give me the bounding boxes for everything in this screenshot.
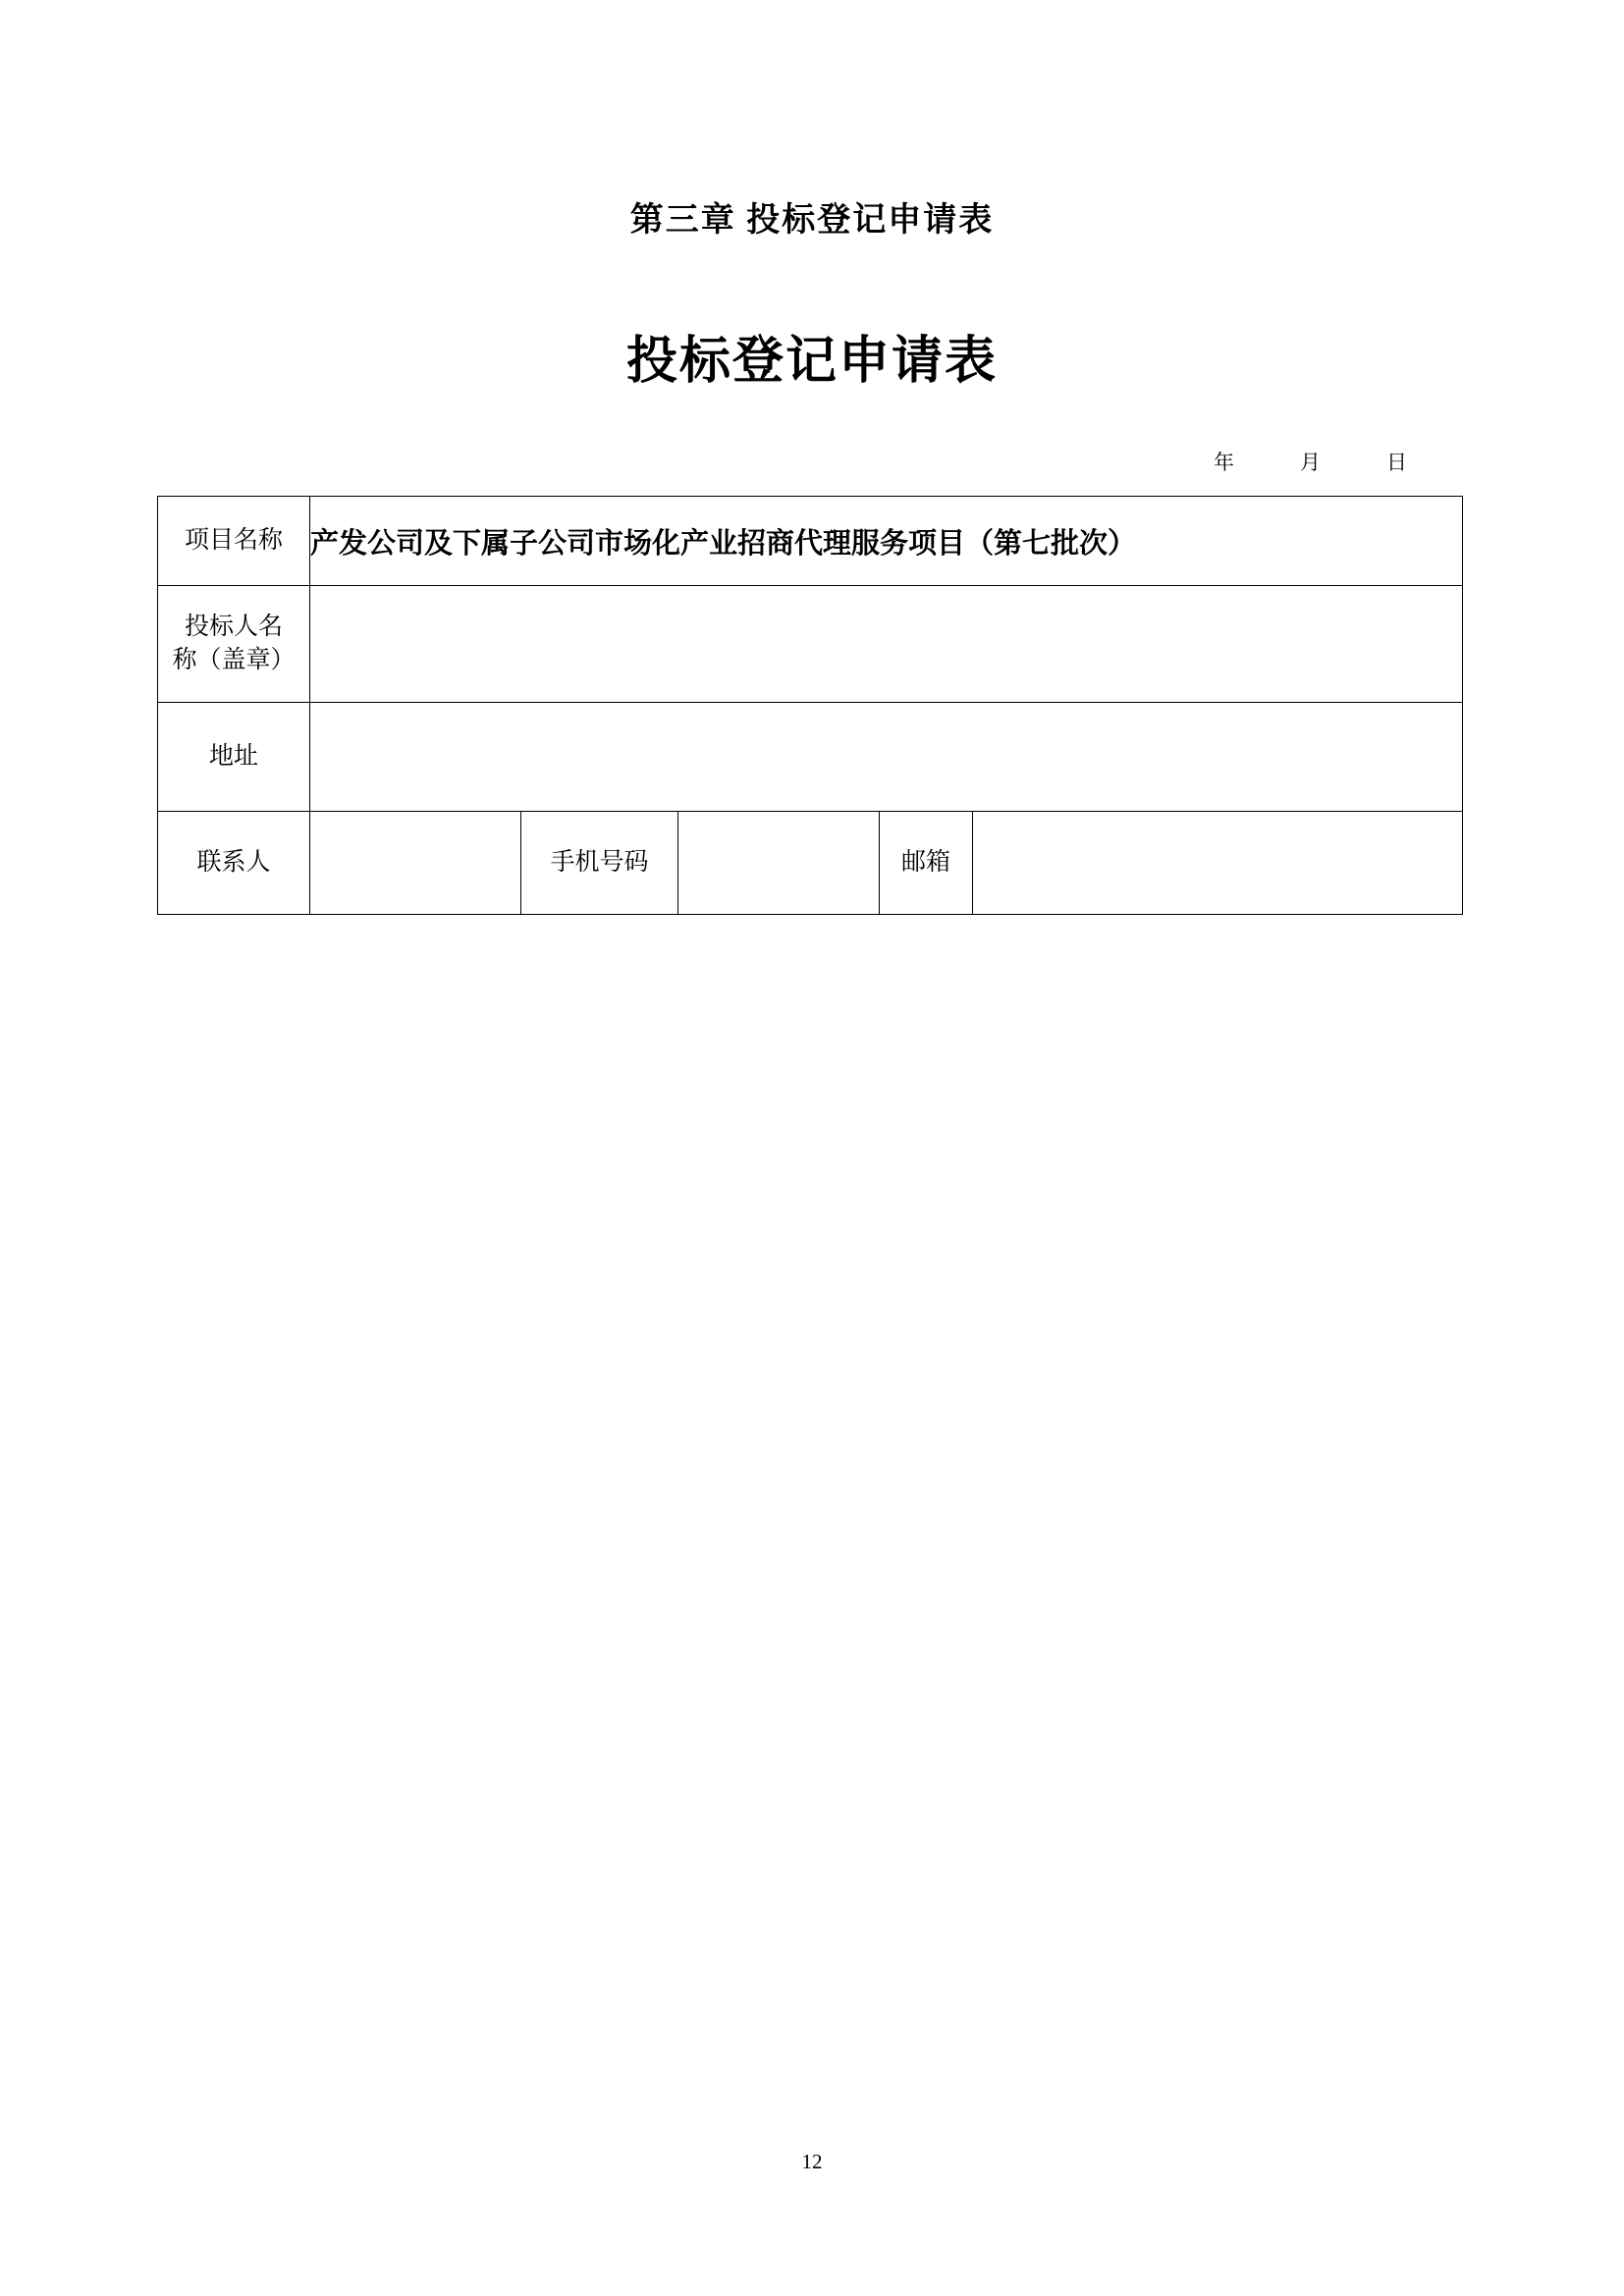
email-value[interactable]: [973, 812, 1463, 915]
mobile-number-label: 手机号码: [521, 812, 678, 915]
page-title: 投标登记申请表: [625, 334, 998, 390]
bidder-name-label: [158, 586, 310, 703]
chapter-heading: 第三章 投标登记申请表: [629, 202, 995, 239]
address-label: 地址: [158, 703, 310, 812]
page-number: 12: [801, 2150, 823, 2173]
project-name-label: 项目名称: [158, 497, 310, 586]
bidder-name-value[interactable]: [310, 586, 1463, 703]
contact-person-value[interactable]: [310, 812, 521, 915]
project-name-value[interactable]: 产发公司及下属子公司市场化产业招商代理服务项目（第七批次）: [310, 497, 1463, 586]
bidder-name-label-line2: 称（盖章）: [172, 647, 296, 673]
day-label: 日: [1386, 451, 1408, 474]
bidder-name-label-line1: 投标人名: [184, 614, 283, 641]
contact-person-label: 联系人: [158, 812, 310, 915]
email-label: 邮箱: [880, 812, 973, 915]
table-row: [158, 812, 1463, 915]
date-line: [1214, 447, 1408, 476]
bid-registration-form: [157, 496, 1463, 915]
table-row: [158, 497, 1463, 586]
address-value[interactable]: [310, 703, 1463, 812]
table-row: [158, 586, 1463, 703]
table-row: [158, 703, 1463, 812]
form-table: [157, 496, 1463, 915]
mobile-number-value[interactable]: [678, 812, 880, 915]
year-label: 年: [1214, 451, 1235, 474]
month-label: 月: [1300, 451, 1322, 474]
